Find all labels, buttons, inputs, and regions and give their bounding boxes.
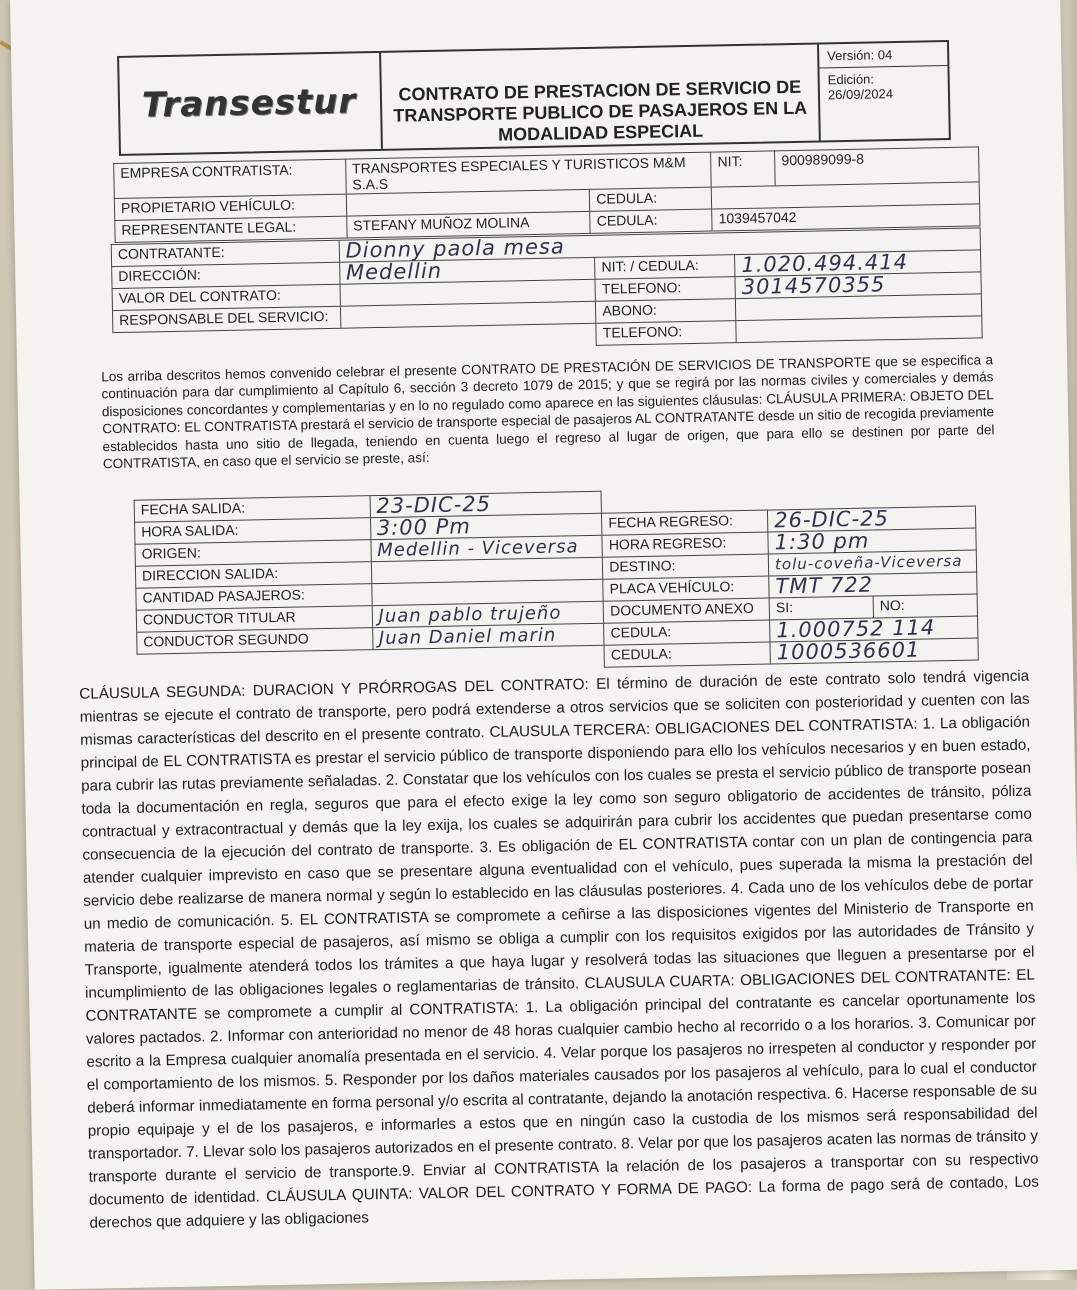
edition-label: Edición: xyxy=(827,71,875,88)
company-logo: Transestur xyxy=(141,81,357,126)
title-line: TRANSPORTE PUBLICO DE PASAJEROS EN LA xyxy=(393,97,808,126)
field-label: VALOR DEL CONTRATO: xyxy=(112,284,340,310)
empty-cell xyxy=(113,328,341,354)
handwritten-value: Juan pablo trujeño xyxy=(378,602,562,628)
client-table xyxy=(111,227,983,355)
field-value: 1039457042 xyxy=(712,204,980,231)
field-value: STEFANY MUÑOZ MOLINA xyxy=(346,211,590,238)
field-label: ORIGEN: xyxy=(135,540,371,567)
field-value xyxy=(736,316,982,343)
title-line: CONTRATO DE PRESTACION DE SERVICIO DE xyxy=(398,76,802,105)
field-label: DESTINO: xyxy=(603,554,769,579)
field-label: CONDUCTOR SEGUNDO xyxy=(137,628,373,655)
logo-cell xyxy=(119,53,383,154)
field-label: ABONO: xyxy=(596,299,736,324)
handwritten-value: 23-DIC-25 xyxy=(376,491,492,519)
empty-cell xyxy=(341,323,597,350)
field-label: TELEFONO: xyxy=(596,321,736,346)
edition-info xyxy=(819,66,948,106)
version-info xyxy=(817,42,949,140)
field-label: CONTRATANTE: xyxy=(111,240,339,266)
intro-clause: Los arriba descritos hemos convenido celebrar el presente CONTRATO DE PRESTACIÓN DE SERVICIOS DE TRANSPORTE que se especifica a continuación para dar cumplimiento al Capítulo 6, sección 3 decreto 1079 de 2015; y que se regirá por las normas civiles y comerciales y demás disposiciones concordantes y complementarias y en lo no regulado como aparece en las siguientes cláusulas: CLÁUSULA PRIMERA: OBJETO DEL CONTRATO: EL CONTRATISTA prestará el servicio de transporte especial de pasajeros AL CONTRATANTE desde un sitio de recogida previamente establecidos hasta uno sitio de llegada, teniendo en cuenta luego el regreso al lugar de origen, que para ello se destinen por parte del CONTRATISTA, en caso que el servicio se preste, así: xyxy=(101,352,995,472)
field-label: PLACA VEHÍCULO: xyxy=(603,576,769,601)
field-label: CEDULA: xyxy=(604,642,770,667)
field-label: DOCUMENTO ANEXO xyxy=(603,598,769,623)
version-label: Versión: 04 xyxy=(819,42,947,68)
trip-table xyxy=(134,484,979,677)
clauses-body: CLÁUSULA SEGUNDA: DURACION Y PRÓRROGAS DEL CONTRATO: El término de duración de este contrato solo tendrá vigencia mientras se ejecute el contrato de transporte, pero podrá extenderse a otros servicios que se soliciten con posterioridad y cuenten con las mismas características del descrito en el presente contrato. CLAUSULA TERCERA: OBLIGACIONES DEL CONTRATISTA: 1. La obligación principal de EL CONTRATISTA es prestar el servicio público de transporte disponiendo para ello los vehículos necesarios y en buen estado, para cubrir las rutas previamente señaladas. 2. Constatar que los vehículos con los cuales se presta el servicio público de transporte posean toda la documentación en regla, seguros que para el efecto exige la ley como son seguro obligatorio de accidentes de tránsito, póliza contractual y extracontractual y demás que la ley exija, los cuales se adquirirán para cubrir los accidentes que puedan presentarse como consecuencia de la ejecución del contrato de transporte. 3. Es obligación de EL CONTRATISTA contar con un plan de contingencia para atender cualquier imprevisto en caso que se presentare alguna eventualidad con el vehículo, pues superada la misma la prestación del servicio debe realizarse de manera normal y según lo establecido en las cláusulas posteriores. 4. Cada uno de los vehículos debe de portar un medio de comunicación. 5. EL CONTRATISTA se compromete a ceñirse a las disposiciones vigentes del Ministerio de Transporte en materia de transporte especial de pasajeros, así mismo se obliga a cumplir con los requisitos exigidos por las autoridades de Tránsito y Transporte, igualmente atenderá todos los trámites a que haya lugar y resolverá todas las situaciones que lleguen a presentarse por el incumplimiento de las obligaciones legales o reglamentarias de tránsito. CLAUSULA CUARTA: OBLIGACIONES DEL CONTRATANTE: EL CONTRATANTE se compromete a cumplir al CONTRATISTA: 1. La obligación principal del contratante es cancelar oportunamente los valores pactados. 2. Informar con anterioridad no menor de 48 horas cualquier cambio hecho al recorrido o a los horarios. 3. Comunicar por escrito a la Empresa cualquier anomalía presentada en el servicio. 4. Velar porque los pasajeros no irrespeten al conductor y responder por el comportamiento de los mismos. 5. Responder por los daños materiales causados por los pasajeros al vehículo, para lo cual el conductor deberá informar inmediatamente en forma personal y/o escrita al contratante, dejando la anotación respectiva. 6. Hacerse responsable de su propio equipaje y el de los pasajeros, e informarles a estos que en ningún caso la custodia de los mismos será responsabilidad del transportador. 7. Llevar solo los pasajeros autorizados en el presente contrato. 8. Velar por que los pasajeros acaten las normas de tránsito y transporte durante el servicio de transporte.9. Enviar al CONTRATISTA la relación de los pasajeros a transportar con su respectivo documento de identidad. CLÁUSULA QUINTA: VALOR DEL CONTRATO Y FORMA DE PAGO: La forma de pago será de contado, Los derechos que adquiere y las obligaciones xyxy=(79,667,1040,1232)
handwritten-value: tolu-coveña-Viceversa xyxy=(774,551,963,574)
field-label: CANTIDAD PASAJEROS: xyxy=(136,584,372,611)
field-label: NIT: xyxy=(711,151,776,187)
field-value: TRANSPORTES ESPECIALES Y TURISTICOS M&M S.A.S xyxy=(345,152,711,194)
field-label: HORA REGRESO: xyxy=(602,532,768,557)
field-value xyxy=(770,638,978,664)
handwritten-value: Medellin xyxy=(345,258,443,285)
field-label: TELEFONO: xyxy=(595,277,735,302)
contract-header xyxy=(117,40,951,156)
field-label: FECHA REGRESO: xyxy=(602,510,768,535)
handwritten-value: 1000536601 xyxy=(776,637,921,665)
handwritten-value: 1:30 pm xyxy=(774,528,870,555)
company-table xyxy=(113,146,980,243)
contract-document xyxy=(10,0,1077,1290)
field-label: RESPONSABLE DEL SERVICIO: xyxy=(112,306,340,332)
field-label: EMPRESA CONTRATISTA: xyxy=(114,159,346,198)
contract-title xyxy=(381,45,819,149)
field-label: CEDULA: xyxy=(590,209,712,233)
field-label: PROPIETARIO VEHÍCULO: xyxy=(114,194,346,220)
handwritten-value: 1.000752 114 xyxy=(776,615,936,643)
handwritten-value: 1.020.494.414 xyxy=(741,249,909,278)
field-label: CEDULA: xyxy=(590,187,712,211)
field-label: NIT: / CEDULA: xyxy=(595,255,735,280)
field-value: 900989099-8 xyxy=(775,147,979,186)
handwritten-value: Medellin - Viceversa xyxy=(377,536,579,562)
edition-date: 26/09/2024 xyxy=(827,86,894,103)
handwritten-value: 3:00 Pm xyxy=(376,514,471,541)
field-label: DIRECCIÓN: xyxy=(112,262,340,288)
handwritten-value: TMT 722 xyxy=(775,572,874,599)
field-label: HORA SALIDA: xyxy=(135,518,371,545)
handwritten-value: Dionny paola mesa xyxy=(345,234,565,263)
empty-cell xyxy=(137,650,373,677)
field-label: REPRESENTANTE LEGAL: xyxy=(115,216,347,242)
title-line: MODALIDAD ESPECIAL xyxy=(497,120,704,145)
handwritten-value: Juan Daniel marin xyxy=(378,624,557,650)
handwritten-value: 3014570355 xyxy=(741,272,886,300)
field-label: DIRECCION SALIDA: xyxy=(135,562,371,589)
field-label: NO: xyxy=(873,594,977,618)
handwritten-value: 26-DIC-25 xyxy=(774,506,890,533)
field-label: SI: xyxy=(769,596,873,620)
field-label: CONDUCTOR TITULAR xyxy=(136,606,372,633)
field-label: FECHA SALIDA: xyxy=(134,496,370,523)
field-label: CEDULA: xyxy=(604,620,770,645)
empty-cell xyxy=(373,645,605,671)
